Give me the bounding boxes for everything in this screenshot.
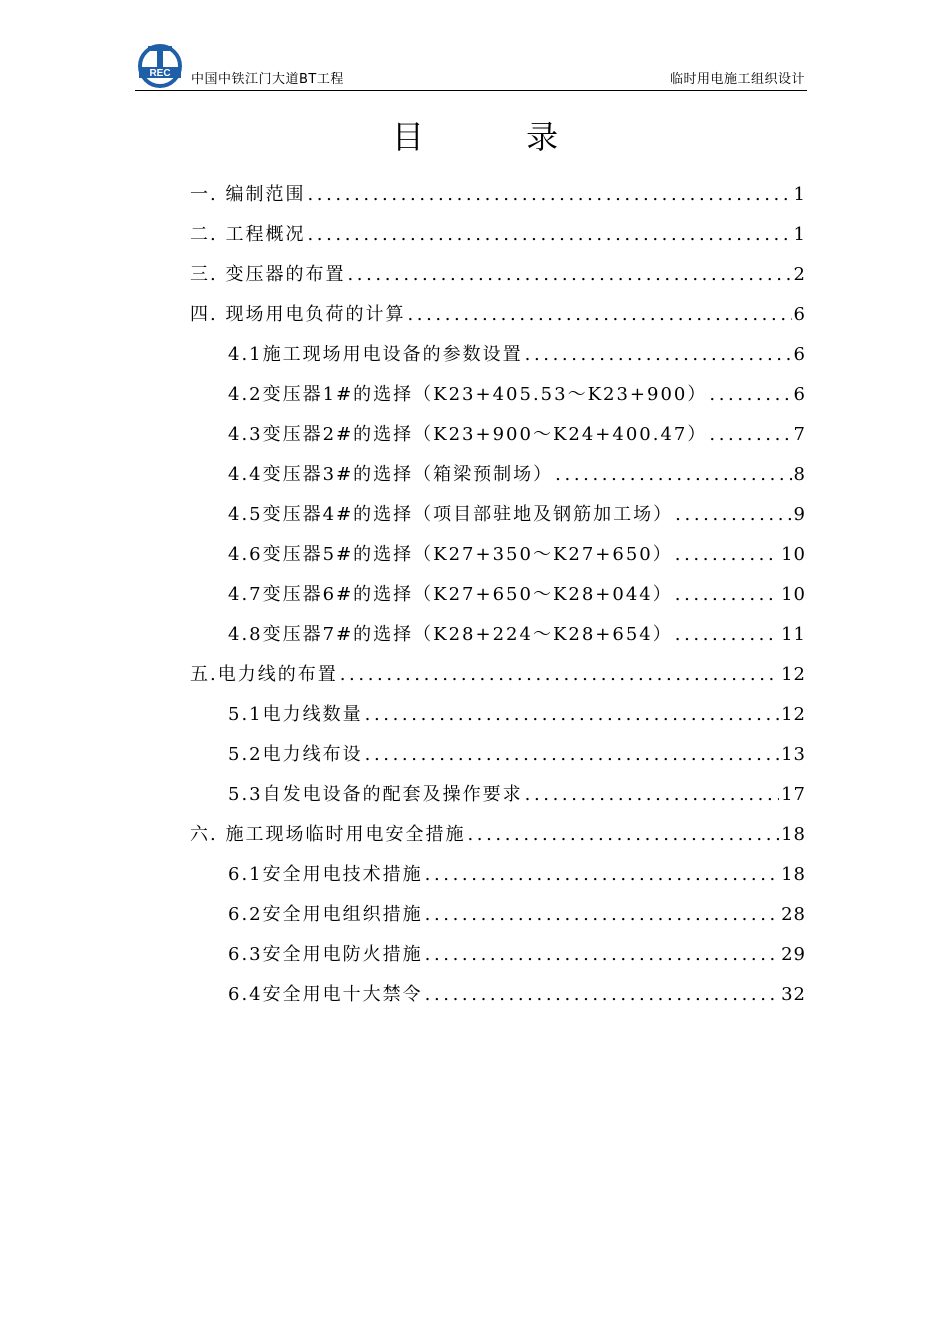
toc-entry-label: 6.4安全用电十大禁令 xyxy=(228,984,423,1005)
toc-entry-label: 5.1电力线数量 xyxy=(228,704,363,725)
toc-entry-label: 4.4变压器3#的选择（箱梁预制场） xyxy=(228,464,554,485)
toc-entry[interactable] xyxy=(228,380,806,420)
toc-entry-label: 4.5变压器4#的选择（项目部驻地及钢筋加工场） xyxy=(228,504,674,525)
toc-leader-dots xyxy=(425,864,779,885)
toc-entry-page: 10 xyxy=(781,584,806,605)
toc-entry-page: 12 xyxy=(781,704,806,725)
toc-entry-page: 12 xyxy=(781,664,806,685)
toc-leader-dots xyxy=(307,224,791,245)
toc-leader-dots xyxy=(675,544,779,565)
toc-entry-page: 17 xyxy=(781,784,806,805)
toc-entry-label: 4.8变压器7#的选择（K28+224～K28+654） xyxy=(228,624,673,645)
toc-entry-page: 9 xyxy=(793,504,806,525)
toc-leader-dots xyxy=(675,624,779,645)
toc-entry[interactable] xyxy=(228,580,806,620)
toc-entry[interactable] xyxy=(228,620,806,660)
toc-entry-page: 2 xyxy=(793,264,806,285)
toc-entry[interactable] xyxy=(228,860,806,900)
toc-leader-dots xyxy=(307,184,791,205)
toc-entry-page: 11 xyxy=(781,624,806,645)
toc-leader-dots xyxy=(525,784,779,805)
toc-entry-page: 29 xyxy=(781,944,806,965)
toc-entry[interactable] xyxy=(228,740,806,780)
toc-leader-dots xyxy=(425,984,779,1005)
toc-entry[interactable] xyxy=(228,980,806,1020)
toc-entry-page: 13 xyxy=(781,744,806,765)
page-title: 目 录 xyxy=(391,118,605,156)
toc-entry-page: 6 xyxy=(793,384,806,405)
toc-entry-label: 4.1施工现场用电设备的参数设置 xyxy=(228,344,523,365)
toc-leader-dots xyxy=(675,584,779,605)
toc-entry[interactable] xyxy=(190,660,806,700)
toc-entry-label: 六. 施工现场临时用电安全措施 xyxy=(190,824,466,845)
toc-leader-dots xyxy=(365,704,779,725)
toc-entry-page: 18 xyxy=(781,824,806,845)
toc-leader-dots xyxy=(525,344,792,365)
project-name: 中国中铁江门大道BT工程 xyxy=(191,72,344,87)
toc-entry[interactable] xyxy=(190,260,806,300)
toc-entry-page: 1 xyxy=(793,184,806,205)
page-header xyxy=(135,42,807,91)
toc-entry[interactable] xyxy=(228,700,806,740)
toc-entry-page: 1 xyxy=(793,224,806,245)
toc-entry-label: 6.1安全用电技术措施 xyxy=(228,864,423,885)
toc-entry[interactable] xyxy=(228,540,806,580)
toc-entry-page: 6 xyxy=(793,344,806,365)
toc-leader-dots xyxy=(347,264,791,285)
toc-leader-dots xyxy=(340,664,779,685)
toc-entry-label: 4.6变压器5#的选择（K27+350～K27+650） xyxy=(228,544,673,565)
toc-entry-label: 四. 现场用电负荷的计算 xyxy=(190,304,406,325)
toc-entry-label: 4.3变压器2#的选择（K23+900～K24+400.47） xyxy=(228,424,708,445)
toc-leader-dots xyxy=(467,824,779,845)
toc-entry[interactable] xyxy=(228,940,806,980)
toc-entry-page: 32 xyxy=(781,984,806,1005)
toc-entry-page: 8 xyxy=(793,464,806,485)
toc-entry[interactable] xyxy=(228,780,806,820)
toc-entry[interactable] xyxy=(228,420,806,460)
toc-entry-label: 五.电力线的布置 xyxy=(190,664,338,685)
crec-logo-icon xyxy=(135,42,185,88)
toc-leader-dots xyxy=(709,384,791,405)
toc-leader-dots xyxy=(425,944,779,965)
toc-entry-label: 三. 变压器的布置 xyxy=(190,264,346,285)
toc-entry-label: 二. 工程概况 xyxy=(190,224,306,245)
toc-entry-label: 6.3安全用电防火措施 xyxy=(228,944,423,965)
toc-entry-label: 一. 编制范围 xyxy=(190,184,306,205)
toc-entry[interactable] xyxy=(228,340,806,380)
toc-entry[interactable] xyxy=(228,500,806,540)
toc-leader-dots xyxy=(555,464,791,485)
toc-entry-page: 28 xyxy=(781,904,806,925)
toc-entry[interactable] xyxy=(190,300,806,340)
toc-entry-label: 5.2电力线布设 xyxy=(228,744,363,765)
toc-entry-label: 5.3自发电设备的配套及操作要求 xyxy=(228,784,523,805)
toc-entry-page: 18 xyxy=(781,864,806,885)
toc-entry[interactable] xyxy=(190,180,806,220)
toc-entry-label: 4.2变压器1#的选择（K23+405.53～K23+900） xyxy=(228,384,708,405)
toc-leader-dots xyxy=(425,904,779,925)
toc-leader-dots xyxy=(709,424,791,445)
toc-entry[interactable] xyxy=(228,900,806,940)
toc-entry[interactable] xyxy=(228,460,806,500)
toc-entry[interactable] xyxy=(190,820,806,860)
logo-text: REC xyxy=(149,68,171,79)
toc-leader-dots xyxy=(365,744,779,765)
toc-entry-page: 7 xyxy=(793,424,806,445)
toc-entry-label: 6.2安全用电组织措施 xyxy=(228,904,423,925)
toc-leader-dots xyxy=(407,304,791,325)
toc-leader-dots xyxy=(675,504,791,525)
toc-entry[interactable] xyxy=(190,220,806,260)
toc-entry-label: 4.7变压器6#的选择（K27+650～K28+044） xyxy=(228,584,673,605)
toc-entry-page: 6 xyxy=(793,304,806,325)
document-name: 临时用电施工组织设计 xyxy=(669,72,805,87)
toc-entry-page: 10 xyxy=(781,544,806,565)
